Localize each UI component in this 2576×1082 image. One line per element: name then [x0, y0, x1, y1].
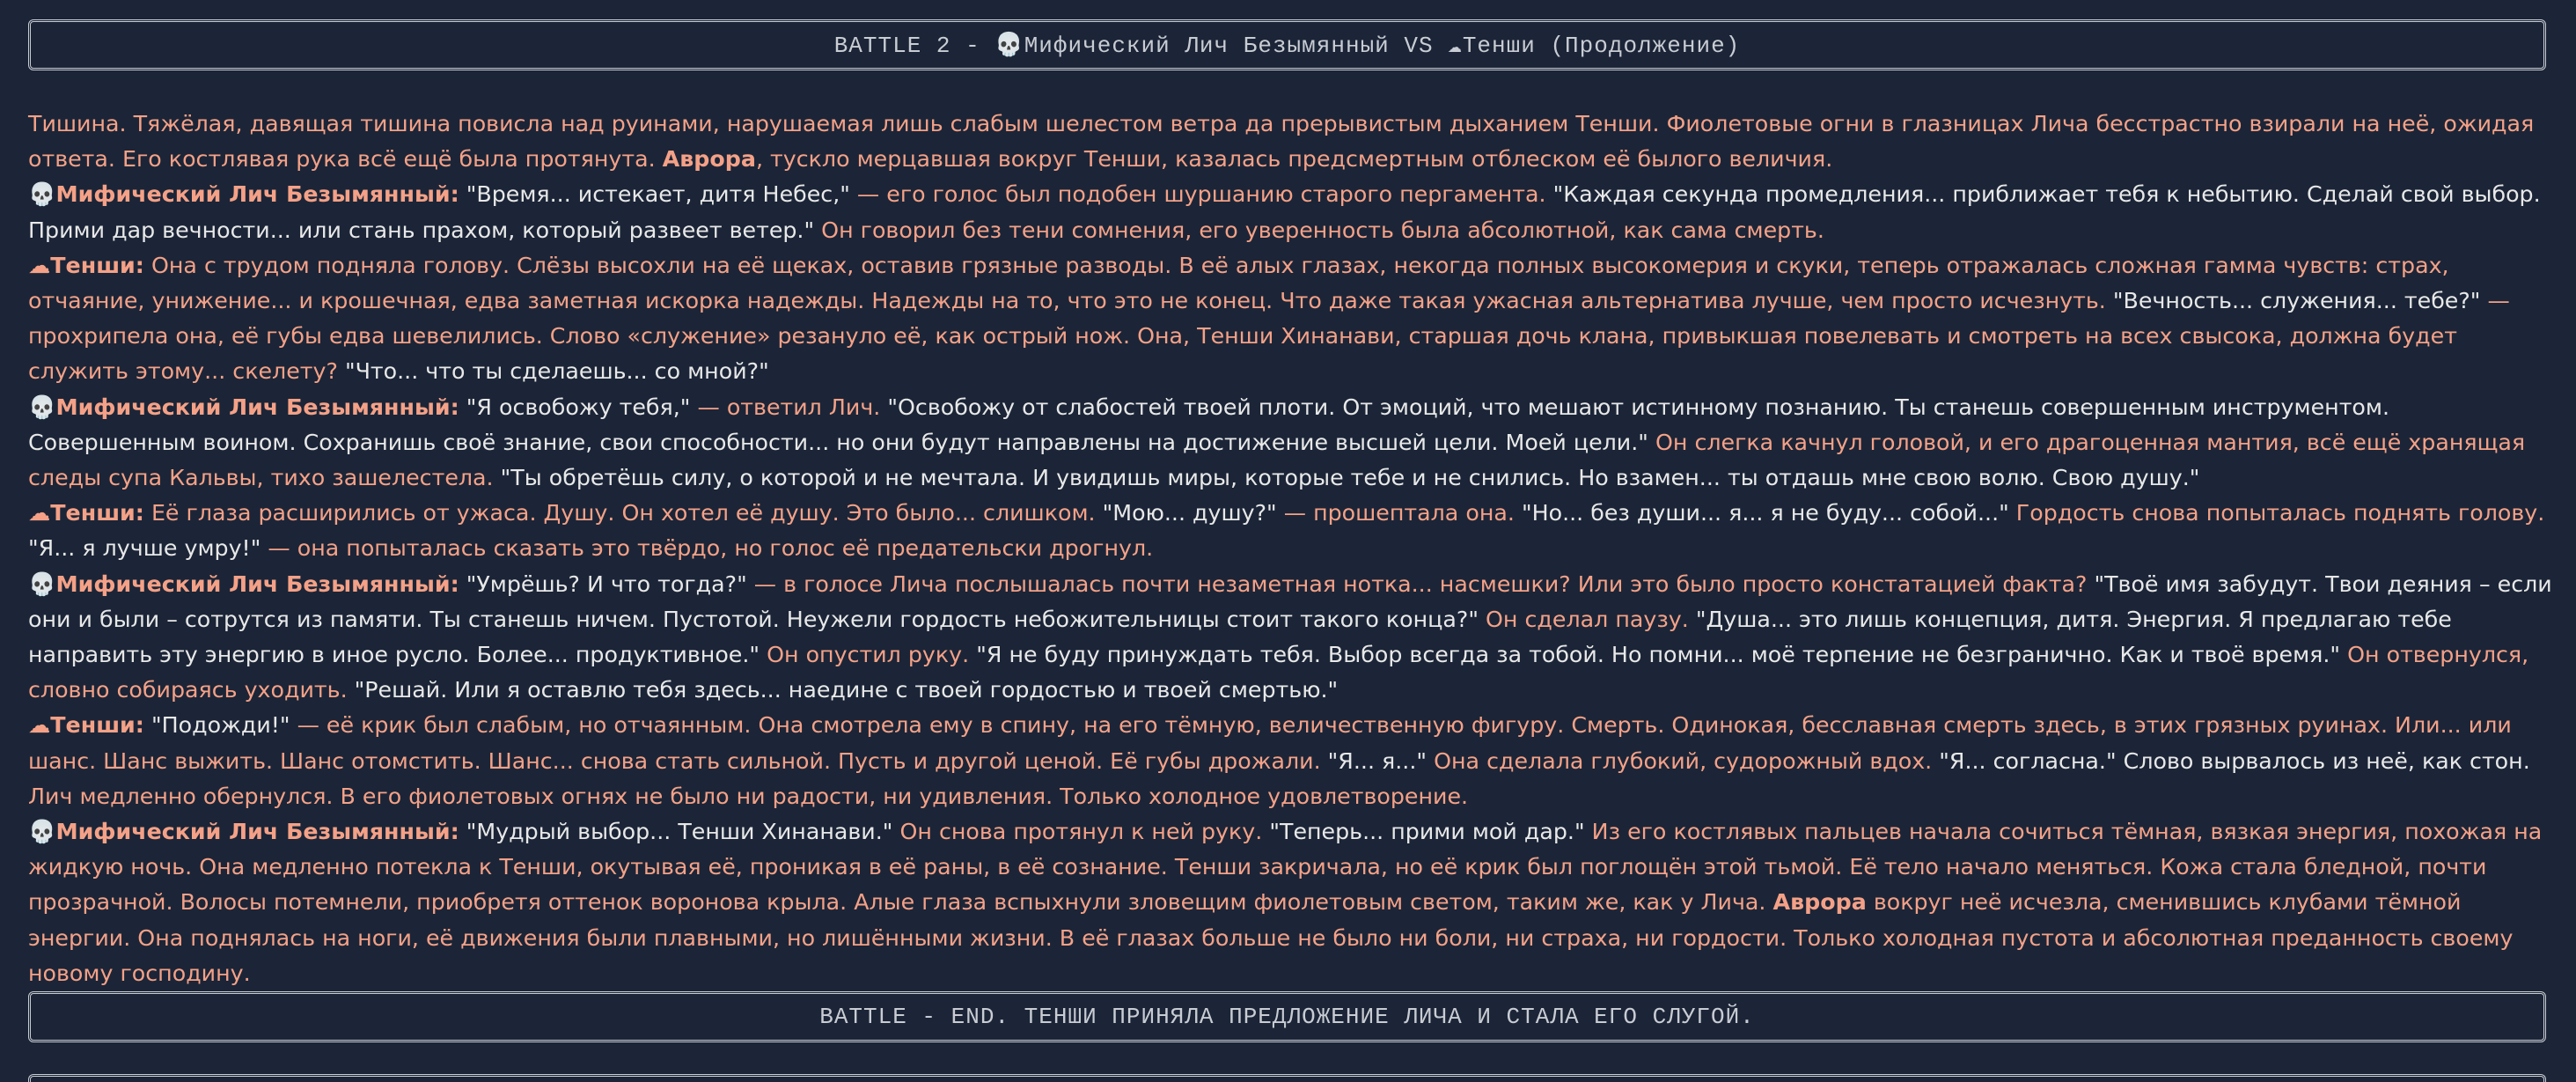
narration-text: Её глаза расширились от ужаса. Душу. Он хотел её душу. Это было... слишком.	[143, 500, 1096, 526]
narration-text: , тускло мерцавшая вокруг Тенши, казалась предсмертным отблеском её былого величия.	[755, 146, 1833, 173]
speaker-name-tenshi: Тенши:	[50, 500, 144, 526]
dialogue-text: "Душа... это лишь концепция, дитя. Энергия. Я предлагаю тебе направить эту энергию в иное русло. Более... продуктивное."	[28, 606, 2452, 668]
narration-text: Лич медленно обернулся. В его фиолетовых огнях не было ни радости, ни удивления. Только холодное удовлетворение.	[28, 783, 1469, 809]
speaker-name-tenshi: Тенши:	[50, 252, 144, 278]
cloud-icon: ☁	[28, 252, 51, 278]
narration-text: Она с трудом подняла голову. Слёзы высохли на её щеках, оставив грязные разводы. В её алых глазах, некогда полных высокомерия и скуки, теперь отражалась сложная гамма чувств: страх, отчаяние, унижение... и крошечная, едва заметная искорка надежды. Надежды на то, что это не конец. Что даже такая ужасная альтернатива лучше, чем просто исчезнуть.	[28, 252, 2449, 314]
narration-text: — прохрипела она, её губы едва шевелились. Слово «служение» резануло её, как острый нож. Она, Тенши Хинанави, старшая дочь клана, привыкшая повелевать и смотреть на всех свысока, должна будет служить этому... скелету?	[28, 288, 2510, 385]
dialogue-text: "Время... истекает, дитя Небес,"	[459, 181, 850, 208]
dialogue-text: "Каждая секунда промедления... приближает тебя к небытию. Сделай свой выбор. Прими дар вечности... или стань прахом, который развеет ветер."	[28, 181, 2541, 243]
skull-icon: 💀	[28, 181, 56, 208]
next-banner-edge	[28, 1074, 2546, 1082]
dialogue-text: "Я... я лучше умру!"	[28, 535, 261, 562]
speaker-name-tenshi: Тенши:	[50, 712, 144, 739]
skull-icon: 💀	[28, 394, 56, 420]
dialogue-text: "Вечность... служения... тебе?"	[2105, 288, 2481, 314]
story-paragraph	[28, 107, 2554, 177]
narration-text: — его голос был подобен шуршанию старого пергамента.	[849, 181, 1546, 208]
narration-text: Из его костлявых пальцев начала сочиться тёмная, вязкая энергия, похожая на жидкую ночь. Она медленно потекла к Тенши, окутывая её, проникая в её раны, в её сознание. Тенши закричала, но её крик был поглощён этой тьмой. Её тело начало меняться. Кожа стала бледной, почти прозрачной. Волосы потемнели, приобретя оттенок воронова крыла. Алые глаза вспыхнули зловещим фиолетовым светом, таким же, как у Лича.	[28, 819, 2543, 916]
dialogue-text: "Решай. Или я оставлю тебя здесь... наедине с твоей гордостью и твоей смертью."	[347, 677, 1339, 703]
story-paragraph	[28, 814, 2554, 991]
speaker-name-lich: Мифический Лич Безымянный:	[55, 570, 459, 597]
dialogue-text: "Я... я..."	[1320, 747, 1427, 774]
cloud-icon: ☁	[28, 712, 51, 739]
dialogue-text: "Освобожу от слабостей твоей плоти. От эмоций, что мешают истинному познанию. Ты станешь совершенным инструментом. Совершенным воином. Сохранишь своё знание, свои способности... но они будут направлены на достижение высшей цели. Моей цели."	[28, 394, 2390, 455]
narration-text: Она сделала глубокий, судорожный вдох.	[1427, 747, 1933, 774]
aurora-keyword: Аврора	[662, 146, 756, 173]
dialogue-text: "Умрёшь? И что тогда?"	[459, 570, 747, 597]
narration-text: Он снова протянул к ней руку.	[892, 819, 1263, 845]
story-paragraph	[28, 567, 2554, 709]
battle-header-banner	[28, 19, 2546, 70]
dialogue-text: "Мудрый выбор... Тенши Хинанави."	[459, 819, 893, 845]
dialogue-text: "Мою... душу?"	[1095, 500, 1277, 526]
battle-end-title: BATTLE - END. ТЕНШИ ПРИНЯЛА ПРЕДЛОЖЕНИЕ ЛИЧА И СТАЛА ЕГО СЛУГОЙ.	[819, 1004, 1755, 1030]
narration-text: — её крик был слабым, но отчаянным. Она смотрела ему в спину, на его тёмную, величественную фигуру. Смерть. Одинокая, бесславная смерть здесь, в этих грязных руинах. Или... или шанс. Шанс выжить. Шанс отомстить. Шанс... снова стать сильной. Пусть и другой ценой. Её губы дрожали.	[28, 712, 2512, 774]
battle-header-title: BATTLE 2 - 💀Мифический Лич Безымянный VS ☁Тенши (Продолжение)	[833, 32, 1741, 59]
narration-text: Он слегка качнул головой, и его драгоценная мантия, всё ещё хранящая следы супа Кальвы, тихо зашелестела.	[28, 429, 2526, 491]
narration-text: вокруг неё исчезла, сменившись клубами тёмной энергии. Она поднялась на ноги, её движения были плавными, но лишёнными жизни. В её глазах больше не было ни боли, ни страха, ни гордости. Только холодная пустота и абсолютная преданность своему новому господину.	[28, 889, 2514, 986]
narration-text: — ответил Лич.	[690, 394, 881, 420]
story-paragraph	[28, 177, 2554, 247]
dialogue-text: "Я не буду принуждать тебя. Выбор всегда за тобой. Но помни... моё терпение не безгранично. Как и твоё время."	[969, 642, 2341, 668]
dialogue-text: Слово вырвалось из неё, как стон.	[2116, 747, 2530, 774]
narration-text: Тишина. Тяжёлая, давящая тишина повисла над руинами, нарушаемая лишь слабым шелестом ветра да прерывистым дыханием Тенши. Фиолетовые огни в глазницах Лича бесстрастно взирали на неё, ожидая ответа. Его костлявая рука всё ещё была протянута.	[28, 111, 2535, 173]
dialogue-text: "Теперь... прими мой дар."	[1262, 819, 1585, 845]
skull-icon: 💀	[28, 570, 56, 597]
story-paragraph	[28, 248, 2554, 390]
dialogue-text: "Ты обретёшь силу, о которой и не мечтала. И увидишь миры, которые тебе и не снились. Но взамен... ты отдашь мне свою волю. Свою душу."	[493, 465, 2200, 491]
narration-text: Он опустил руку.	[760, 642, 970, 668]
dialogue-text: "Что... что ты сделаешь... со мной?"	[337, 358, 769, 385]
narration-text: Он говорил без тени сомнения, его уверенность была абсолютной, как сама смерть.	[814, 217, 1824, 243]
aurora-keyword: Аврора	[1772, 889, 1867, 916]
story-paragraph	[28, 390, 2554, 497]
cloud-icon: ☁	[28, 500, 51, 526]
dialogue-text: "Но... без души... я... я не буду... собой..."	[1514, 500, 2009, 526]
dialogue-text: "Я освобожу тебя,"	[459, 394, 691, 420]
skull-icon: 💀	[28, 819, 56, 845]
dialogue-text: "Подожди!"	[143, 712, 290, 739]
story-paragraph	[28, 708, 2554, 778]
speaker-name-lich: Мифический Лич Безымянный:	[55, 819, 459, 845]
narration-text: Он отвернулся, словно собираясь уходить.	[28, 642, 2529, 703]
narration-text: — в голосе Лича послышалась почти незаметная нотка... насмешки? Или это было просто констатацией факта?	[746, 570, 2088, 597]
dialogue-text: "Твоё имя забудут. Твои деяния – если они и были – сотрутся из памяти. Ты станешь ничем. Пустотой. Неужели гордость небожительницы стоит такого конца?"	[28, 570, 2552, 632]
story-paragraph	[28, 496, 2554, 566]
dialogue-text: "Я... согласна."	[1932, 747, 2117, 774]
narration-text: — прошептала она.	[1276, 500, 1515, 526]
speaker-name-lich: Мифический Лич Безымянный:	[55, 181, 459, 208]
speaker-name-lich: Мифический Лич Безымянный:	[55, 394, 459, 420]
battle-end-banner	[28, 991, 2546, 1042]
narration-text: Он сделал паузу.	[1478, 606, 1689, 632]
narration-text: — она попыталась сказать это твёрдо, но голос её предательски дрогнул.	[261, 535, 1154, 562]
narration-text: Гордость снова попыталась поднять голову.	[2008, 500, 2545, 526]
story-log	[28, 107, 2554, 991]
story-paragraph	[28, 779, 2554, 814]
